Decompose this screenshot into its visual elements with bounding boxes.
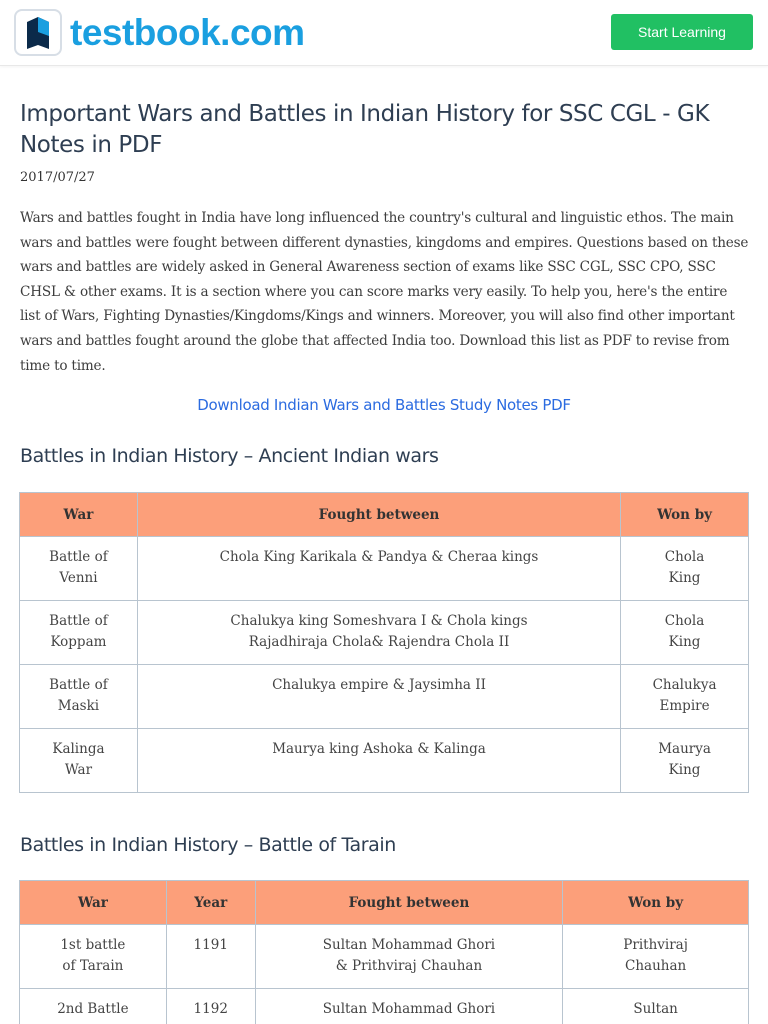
war-cell: 2nd Battle — [20, 989, 167, 1024]
column-header: War — [20, 881, 167, 925]
table-row — [20, 925, 749, 989]
ancient-wars-table — [19, 492, 749, 793]
column-header: Fought between — [255, 881, 563, 925]
page-title: Important Wars and Battles in Indian History for SSC CGL - GK Notes in PDF — [20, 101, 710, 158]
section-heading-tarain: Battles in Indian History – Battle of Tarain — [20, 834, 396, 856]
column-header: Won by — [563, 881, 749, 925]
site-logo[interactable] — [14, 9, 305, 56]
table-row — [20, 601, 749, 665]
intro-paragraph: Wars and battles fought in India have long influenced the country's cultural and linguistic ethos. The main wars and battles were fought between different dynasties, kingdoms and empires. Questions based on these wars and battles are widely asked in General Awareness section of exams like SSC CGL, SSC CPO, SSC CHSL & other exams. It is a section where you can score marks very easily. To help you, here's the entire list of Wars, Fighting Dynasties/Kingdoms/Kings and winners. Moreover, you will also find other important wars and battles fought around the globe that affected India too. Download this list as PDF to revise from time to time. — [20, 210, 749, 374]
fought-cell: Sultan Mohammad Ghori — [255, 989, 563, 1024]
publish-date: 2017/07/27 — [20, 170, 95, 185]
table-row — [20, 729, 749, 793]
table-row — [20, 989, 749, 1024]
war-cell: 1st battle of Tarain — [20, 925, 167, 989]
site-header — [0, 0, 768, 66]
winner-cell: Chola King — [621, 601, 749, 665]
column-header: Won by — [621, 493, 749, 537]
winner-cell: Maurya King — [621, 729, 749, 793]
fought-cell: Maurya king Ashoka & Kalinga — [137, 729, 620, 793]
winner-cell: Prithviraj Chauhan — [563, 925, 749, 989]
tarain-battles-table — [19, 880, 749, 1024]
column-header: Year — [166, 881, 255, 925]
war-cell: Battle of Koppam — [20, 601, 138, 665]
fought-cell: Chola King Karikala & Pandya & Cheraa kings — [137, 537, 620, 601]
download-pdf-link[interactable]: Download Indian Wars and Battles Study Notes PDF — [197, 396, 571, 414]
column-header: War — [20, 493, 138, 537]
winner-cell: Chola King — [621, 537, 749, 601]
winner-cell: Chalukya Empire — [621, 665, 749, 729]
year-cell: 1191 — [166, 925, 255, 989]
year-cell: 1192 — [166, 989, 255, 1024]
table-row — [20, 537, 749, 601]
logo-text: testbook.com — [70, 12, 305, 53]
testbook-logo-icon — [14, 9, 62, 56]
war-cell: Kalinga War — [20, 729, 138, 793]
fought-cell: Sultan Mohammad Ghori & Prithviraj Chauhan — [255, 925, 563, 989]
column-header: Fought between — [137, 493, 620, 537]
table-row — [20, 665, 749, 729]
fought-cell: Chalukya empire & Jaysimha II — [137, 665, 620, 729]
fought-cell: Chalukya king Someshvara I & Chola kings Rajadhiraja Chola& Rajendra Chola II — [137, 601, 620, 665]
start-learning-button[interactable]: Start Learning — [611, 14, 753, 50]
winner-cell: Sultan — [563, 989, 749, 1024]
section-heading-ancient-wars: Battles in Indian History – Ancient Indian wars — [20, 445, 439, 467]
war-cell: Battle of Maski — [20, 665, 138, 729]
war-cell: Battle of Venni — [20, 537, 138, 601]
